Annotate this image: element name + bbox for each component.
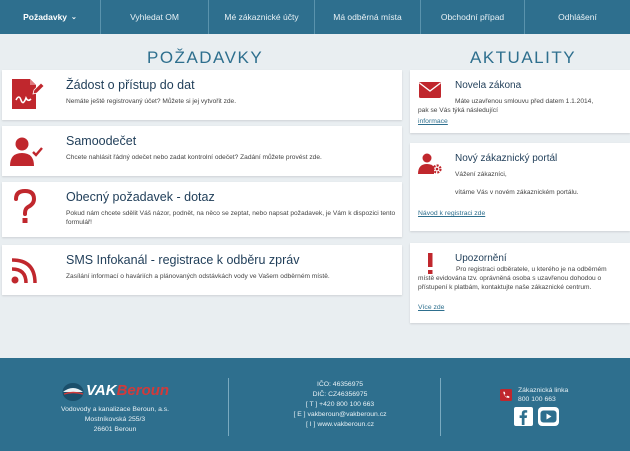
request-card-title: Samoodečet	[66, 134, 137, 148]
water-drop-logo-icon	[62, 382, 84, 402]
logo-text	[86, 382, 169, 399]
request-card-title: Žádost o přístup do dat	[66, 78, 195, 92]
news-link-informace[interactable]: informace	[418, 118, 448, 125]
request-card-text: Pokud nám chcete sdělit Váš názor, podnět, na něco se zeptat, nebo napsat požadavek, je Vám k dispozici tento formulář!	[66, 210, 396, 226]
nav-odberna-mista[interactable]	[315, 0, 421, 34]
news-card-title: Nový zákaznický portál	[455, 153, 558, 164]
footer-email[interactable]: [ E ] vakberoun@vakberoun.cz	[293, 411, 387, 418]
vak-logo	[62, 381, 172, 403]
news-card-text: Pro registraci odběratele, u kterého je na odběrném místě evidována tzv. oprávněná osoba s uzavřenou dohodou o přístupení k platbám, kontaktujte naše zákaznické centrum.	[418, 266, 607, 291]
news-card-title: Upozornění	[455, 253, 507, 264]
request-card-title: SMS Infokanál - registrace k odběru zpráv	[66, 253, 300, 267]
request-card-sms[interactable]	[2, 245, 402, 295]
news-card-line1: Vážení zákazníci,	[455, 171, 507, 178]
footer	[0, 358, 630, 451]
logo-text-vak: VAK	[86, 382, 117, 399]
request-card-access[interactable]	[2, 70, 402, 120]
rss-icon	[8, 251, 44, 287]
footer-divider	[228, 378, 229, 436]
nav-pozadavky[interactable]	[0, 0, 101, 34]
footer-hotline	[518, 386, 568, 404]
news-card-line2: vítáme Vás v novém zákaznickém portálu.	[455, 189, 579, 196]
footer-city: 26601 Beroun	[93, 426, 137, 433]
chevron-down-icon: ⌄	[71, 14, 77, 21]
youtube-icon[interactable]	[538, 407, 559, 426]
envelope-icon	[418, 78, 442, 102]
footer-phone[interactable]: [ T ] +420 800 100 663	[305, 401, 375, 408]
footer-ico: IČO: 46356975	[316, 381, 364, 388]
request-card-text: Nemáte ještě registrovaný účet? Můžete si jej vytvořit zde.	[66, 98, 237, 105]
nav-zakaznicke-ucty-label: Mé zákaznické účty	[224, 12, 299, 22]
user-gear-icon	[418, 151, 442, 175]
requests-title: POŽADAVKY	[147, 48, 264, 67]
user-check-icon	[8, 132, 44, 168]
nav-odhlaseni-label: Odhlášení	[558, 12, 597, 22]
nav-obchodni-pripad[interactable]	[421, 0, 525, 34]
footer-dic: DIČ: CZ46356975	[312, 391, 368, 398]
nav-odberna-mista-label: Má odběrná místa	[333, 12, 402, 22]
news-link-more[interactable]: Více zde	[418, 304, 445, 311]
question-icon	[8, 188, 44, 224]
footer-address	[40, 405, 190, 435]
footer-divider	[440, 378, 441, 436]
phone-icon	[500, 389, 512, 401]
top-navigation	[0, 0, 630, 34]
logo-text-beroun: Beroun	[116, 382, 170, 399]
request-card-general[interactable]	[2, 182, 402, 237]
footer-hotline-label: Zákaznická linka	[518, 387, 569, 394]
request-card-text: Zasílání informací o haváriích a plánovaných odstávkách vody ve Vašem odběrném místě.	[66, 273, 330, 280]
news-title: AKTUALITY	[470, 48, 577, 67]
news-card-notice	[410, 243, 630, 323]
news-link-registration-guide[interactable]: Návod k registraci zde	[418, 210, 486, 217]
footer-hotline-number[interactable]: 800 100 663	[518, 396, 556, 403]
footer-company: Vodovody a kanalizace Beroun, a.s.	[60, 406, 170, 413]
request-card-text: Chcete nahlásit řádný odečet nebo zadat kontrolní odečet? Zadání můžete provést zde.	[66, 154, 322, 161]
news-card-line1: Máte uzavřenou smlouvu před datem 1.1.2014,	[455, 98, 594, 105]
nav-odhlaseni[interactable]	[525, 0, 630, 34]
nav-vyhledat-om[interactable]	[101, 0, 209, 34]
document-sign-icon	[8, 76, 44, 112]
footer-web[interactable]: [ I ] www.vakberoun.cz	[306, 421, 374, 428]
facebook-icon[interactable]	[514, 407, 533, 426]
footer-contacts	[250, 380, 430, 430]
nav-pozadavky-label: Požadavky	[23, 12, 68, 22]
nav-zakaznicke-ucty[interactable]	[209, 0, 315, 34]
request-card-title: Obecný požadavek - dotaz	[66, 190, 215, 204]
footer-street: Mostníkovská 255/3	[84, 416, 146, 423]
news-card-line2: pak se Vás týká následující	[418, 107, 498, 114]
nav-obchodni-pripad-label: Obchodní případ	[440, 12, 505, 22]
nav-vyhledat-om-label: Vyhledat OM	[130, 12, 179, 22]
request-card-self-reading[interactable]	[2, 126, 402, 176]
news-card-law	[410, 70, 630, 133]
news-card-title: Novela zákona	[455, 80, 522, 91]
news-card-portal	[410, 143, 630, 231]
